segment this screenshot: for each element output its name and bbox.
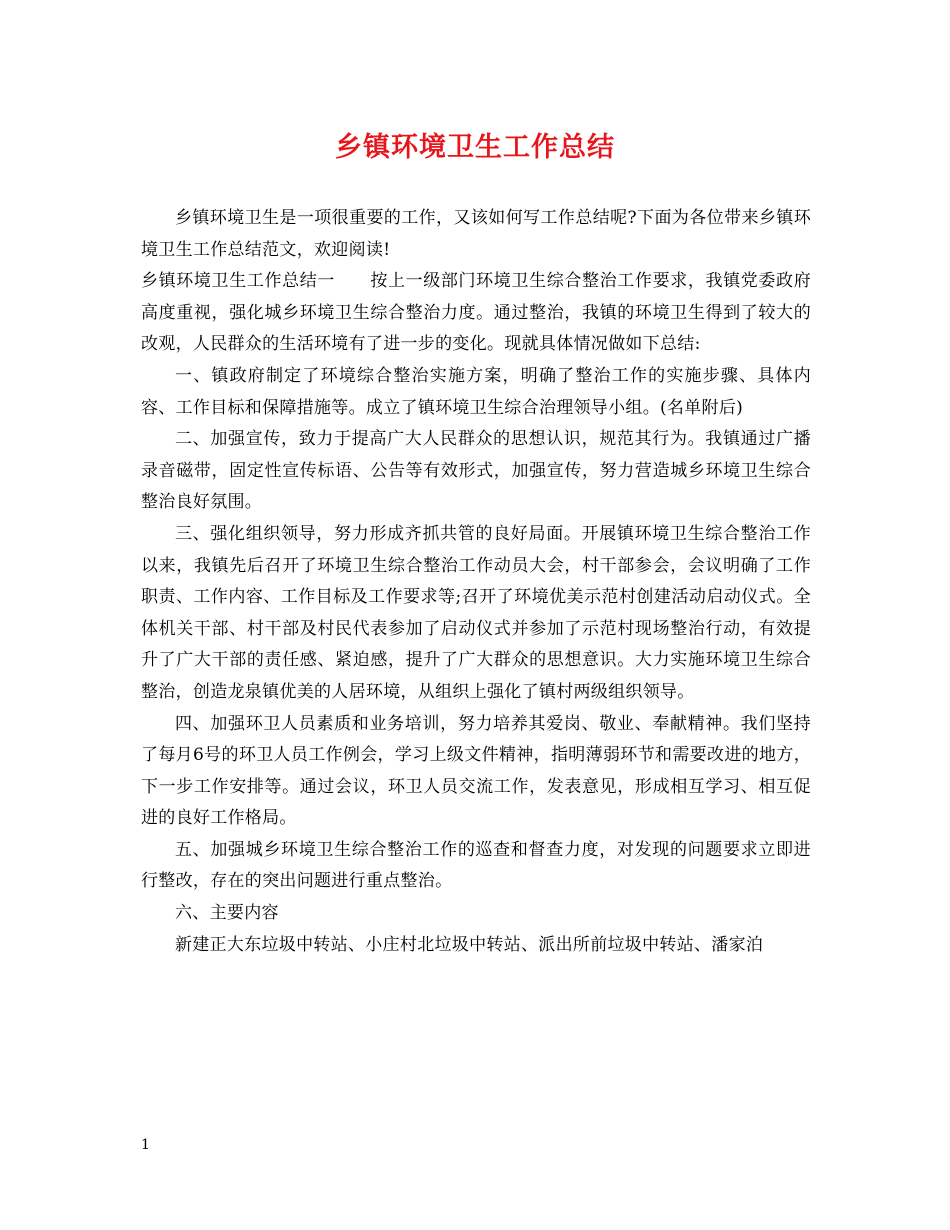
paragraph-item-3: 三、强化组织领导，努力形成齐抓共管的良好局面。开展镇环境卫生综合整治工作以来，我镇先后召开了环境卫生综合整治工作动员大会，村干部参会，会议明确了工作职责、工作内容、工作目标及工作要求等;召开了环境优美示范村创建活动启动仪式。全体机关干部、村干部及村民代表参加了启动仪式并参加了示范村现场整治行动，有效提升了广大干部的责任感、紧迫感，提升了广大群众的思想意识。大力实施环境卫生综合整治，创造龙泉镇优美的人居环境，从组织上强化了镇村两级组织领导。 [141,523,811,702]
paragraph-item-4: 四、加强环卫人员素质和业务培训，努力培养其爱岗、敬业、奉献精神。我们坚持了每月6号的环卫人员工作例会，学习上级文件精神，指明薄弱环节和需要改进的地方，下一步工作安排等。通过会议，环卫人员交流工作，发表意见，形成相互学习、相互促进的良好工作格局。 [141,713,811,829]
paragraph-item-1: 一、镇政府制定了环境综合整治实施方案，明确了整治工作的实施步骤、具体内容、工作目标和保障措施等。成立了镇环境卫生综合治理领导小组。(名单附后) [141,365,811,418]
document-title: 乡镇环境卫生工作总结 [335,132,615,163]
page-number: 1 [141,1137,150,1153]
paragraph-item-5: 五、加强城乡环境卫生综合整治工作的巡查和督查力度，对发现的问题要求立即进行整改，存在的突出问题进行重点整治。 [141,839,811,892]
document-body [141,203,811,961]
paragraph-summary-one: 乡镇环境卫生工作总结一 按上一级部门环境卫生综合整治工作要求，我镇党委政府高度重视，强化城乡环境卫生综合整治力度。通过整治，我镇的环境卫生得到了较大的改观，人民群众的生活环境有了进一步的变化。现就具体情况做如下总结: [141,271,811,355]
paragraph-item-2: 二、加强宣传，致力于提高广大人民群众的思想认识，规范其行为。我镇通过广播录音磁带，固定性宣传标语、公告等有效形式，加强宣传，努力营造城乡环境卫生综合整治良好氛围。 [141,429,811,513]
paragraph-intro: 乡镇环境卫生是一项很重要的工作，又该如何写工作总结呢?下面为各位带来乡镇环境卫生工作总结范文，欢迎阅读! [141,208,811,260]
paragraph-item-6-heading: 六、主要内容 [175,903,279,924]
paragraph-item-6-content: 新建正大东垃圾中转站、小庄村北垃圾中转站、派出所前垃圾中转站、潘家泊 [175,934,764,955]
